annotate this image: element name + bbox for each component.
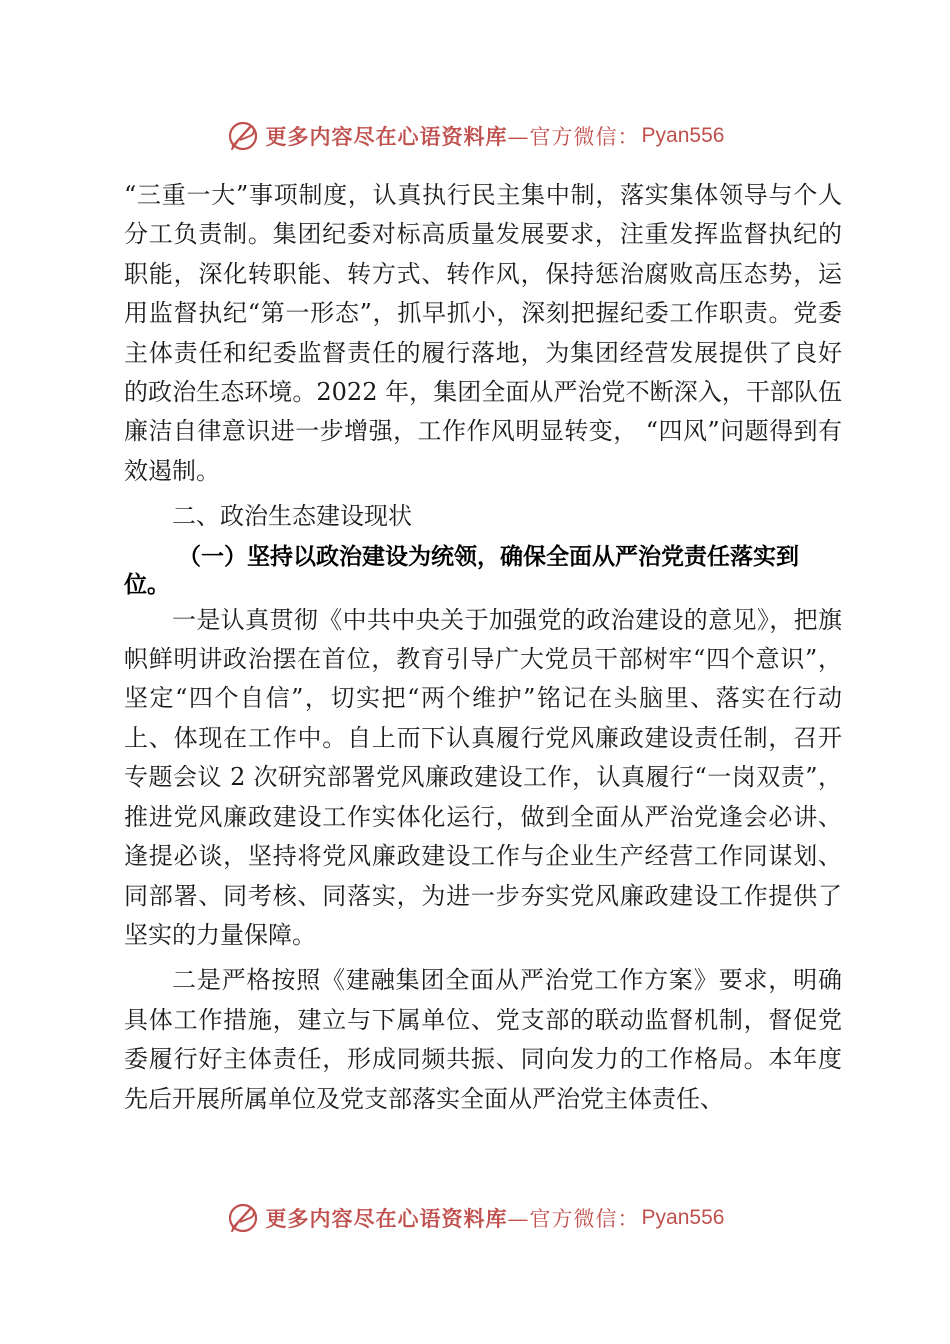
watermark-wechat-id: Pyan556 <box>641 124 725 147</box>
watermark-separator: —官方微信： <box>507 125 640 149</box>
watermark-wechat-id: Pyan556 <box>641 1206 725 1229</box>
section-heading: 二、政治生态建设现状 <box>172 502 412 531</box>
watermark-brand: 更多内容尽在心语资料库 <box>265 124 508 149</box>
quill-seal-icon <box>226 119 260 153</box>
watermark-separator: —官方微信： <box>507 1207 640 1231</box>
paragraph-point-one: 一是认真贯彻《中共中央关于加强党的政治建设的意见》，把旗帜鲜明讲政治摆在首位，教育引导广大党员干部树牢“四个意识”，坚定“四个自信”，切实把“两个维护”铭记在头脑里、落实在行动上、体现在工作中。自上而下认真履行党风廉政建设责任制，召开专题会议 2 次研究部署党风廉政建设工作，认真履行“一岗双责”，推进党风廉政建设工作实体化运行，做到全面从严治党逢会必讲、逢提必谈，坚持将党风廉政建设工作与企业生产经营工作同谋划、同部署、同考核、同落实，为进一步夯实党风廉政建设工作提供了坚实的力量保障。 <box>124 605 842 949</box>
quill-seal-icon <box>226 1201 260 1235</box>
watermark-brand: 更多内容尽在心语资料库 <box>265 1206 508 1231</box>
header-watermark <box>0 116 950 156</box>
footer-watermark <box>0 1198 950 1238</box>
subsection-heading: （一）坚持以政治建设为统领，确保全面从严治党责任落实到位。 <box>124 543 799 598</box>
paragraph-point-two: 二是严格按照《建融集团全面从严治党工作方案》要求，明确具体工作措施，建立与下属单位、党支部的联动监督机制，督促党委履行好主体责任，形成同频共振、同向发力的工作格局。本年度先后开展所属单位及党支部落实全面从严治党主体责任、 <box>124 966 842 1113</box>
paragraph-continuation: “三重一大”事项制度，认真执行民主集中制，落实集体领导与个人分工负责制。集团纪委对标高质量发展要求，注重发挥监督执纪的职能，深化转职能、转方式、转作风，保持惩治腐败高压态势，运用监督执纪“第一形态”，抓早抓小，深刻把握纪委工作职责。党委主体责任和纪委监督责任的履行落地，为集团经营发展提供了良好的政治生态环境。2022 年，集团全面从严治党不断深入，干部队伍廉洁自律意识进一步增强，工作作风明显转变， “四风”问题得到有效遏制。 <box>124 181 842 485</box>
document-body <box>124 176 842 1119</box>
